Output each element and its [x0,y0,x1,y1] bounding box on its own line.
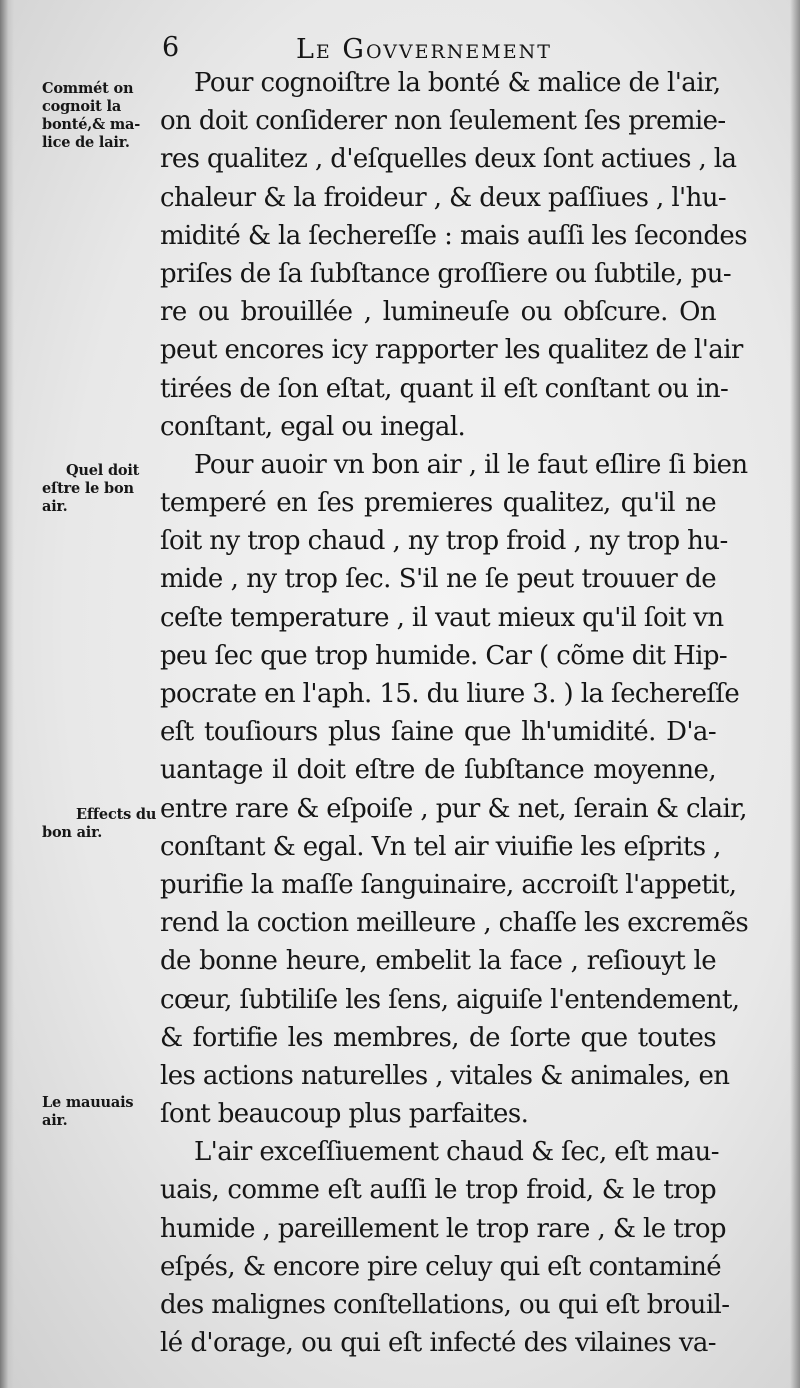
margin-note [42,80,160,152]
page-gutter-shadow [0,0,14,1388]
text-line: purifie la maſſe ſanguinaire, accroiſt l'appetit, [160,869,737,900]
text-line: temperé en ſes premieres qualitez, qu'il ne [160,488,716,519]
text-line: des malignes conſtellations, ou qui eſt brouil- [160,1290,730,1320]
margin-note [42,1094,160,1130]
margin-note-line: air. [42,498,68,515]
margin-note-line: Quel doit [66,462,140,479]
text-line: rend la coction meilleure , chaſſe les excremẽs [160,908,749,939]
text-line: pocrate en l'aph. 15. du liure 3. ) la ſechereſſe [160,679,740,709]
text-line: Pour cognoiſtre la bonté & malice de l'air, [194,68,721,98]
text-line: humide , pareillement le trop rare , & le trop [160,1213,726,1244]
text-line: peu ſec que trop humide. Car ( cõme dit Hip- [160,640,728,671]
running-head [160,32,750,68]
margin-note-line: lice de lair. [42,134,130,151]
text-line: uantage il doit eſtre de ſubſtance moyenne, [160,755,716,786]
text-line: tirées de ſon eſtat, quant il eſt conſtant ou in- [160,373,729,404]
text-line: chaleur & la froideur , & deux paſſiues , l'hu- [160,182,727,213]
text-line: eſt touſiours plus ſaine que lh'umidité. D'a- [160,717,716,748]
margin-note-line: air. [42,1112,68,1129]
text-line: conſtant & egal. Vn tel air viuifie les eſprits , [160,831,721,862]
text-line: de bonne heure, embelit la face , reſiouyt le [160,946,716,977]
margin-note [42,806,160,842]
text-line: priſes de ſa ſubſtance groſſiere ou ſubtile, pu- [160,258,732,289]
margin-note-line: eſtre le bon [42,480,134,497]
text-line: uais, comme eſt auſſi le trop froid, & le trop [160,1175,716,1206]
margin-note-line: Effects du [76,806,157,823]
margin-note-line: bonté,& ma- [42,116,141,133]
text-line: ſont beaucoup plus parfaites. [160,1099,529,1130]
text-line: mide , ny trop ſec. S'il ne ſe peut trouuer de [160,564,716,595]
body-text [160,64,749,1362]
text-line: Pour auoir vn bon air , il le faut eſlire ſi bien [194,449,748,480]
margin-note-line: Le mauuais [42,1094,134,1111]
margin-note-line: cognoit la [42,98,122,115]
running-title: Le Govvernement [296,34,552,65]
text-line: eſpés, & encore pire celuy qui eſt contaminé [160,1251,722,1282]
text-line: conſtant, egal ou inegal. [160,411,466,442]
text-line: L'air exceſſiuement chaud & ſec, eſt mau- [194,1137,719,1168]
text-line: re ou brouillée , lumineuſe ou obſcure. On [160,297,716,328]
margin-note-line: bon air. [42,824,103,841]
text-line: ceſte temperature , il vaut mieux qu'il ſoit vn [160,602,724,633]
text-line: on doit conſiderer non ſeulement ſes premie- [160,106,726,137]
text-line: les actions naturelles , vitales & animales, en [160,1060,730,1091]
margin-note-line: Commét on [42,80,134,97]
page-edge-shadow [790,0,800,1388]
text-line: entre rare & eſpoiſe , pur & net, ſerain & clair, [160,793,747,824]
text-line: lé d'orage, ou qui eſt infecté des vilaines va- [160,1328,716,1359]
text-line: & fortifie les membres, de ſorte que toutes [160,1022,716,1053]
margin-note [42,462,160,516]
text-line: ſoit ny trop chaud , ny trop froid , ny trop hu- [160,526,728,557]
text-line: peut encores icy rapporter les qualitez de l'air [160,335,743,366]
text-line: midité & la ſechereſſe : mais auſſi les ſecondes [160,220,747,251]
text-line: res qualitez , d'eſquelles deux ſont actiues , la [160,144,737,175]
page-number: 6 [162,32,180,63]
text-line: cœur, ſubtiliſe les ſens, aiguiſe l'entendement, [160,984,740,1015]
